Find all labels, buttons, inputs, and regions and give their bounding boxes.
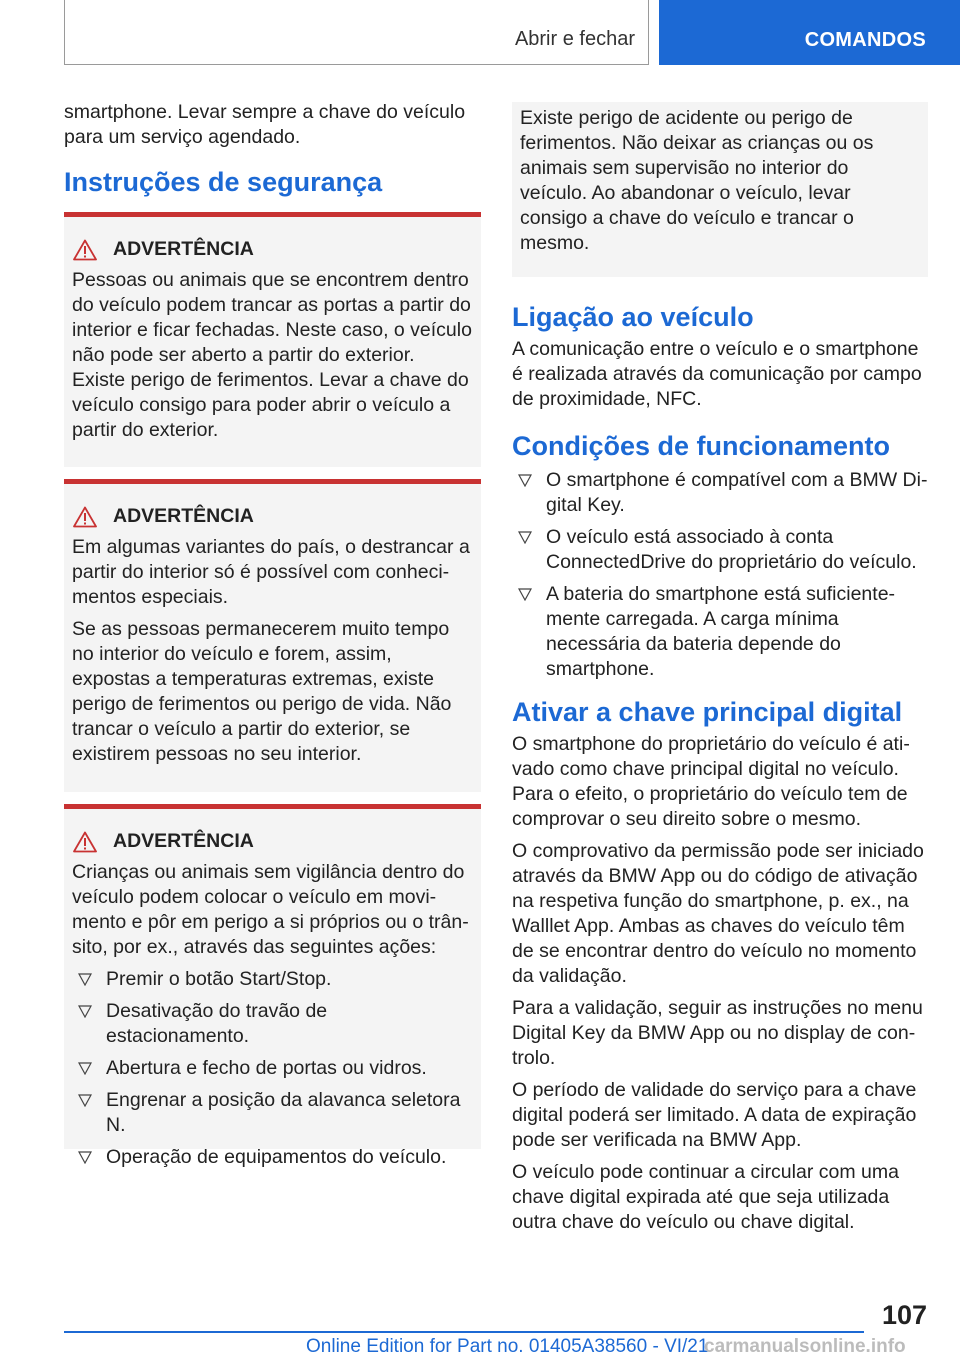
- triangle-bullet-icon: [78, 1151, 92, 1164]
- triangle-bullet-icon: [78, 1062, 92, 1075]
- list-item: Premir o botão Start/Stop.: [72, 967, 473, 992]
- warning-triangle-icon: [73, 239, 97, 261]
- warning-paragraph: Pessoas ou animais que se encontrem dentro do veículo podem trancar as portas a partir do interior e ficar fechadas. Neste caso, o veículo não pode ser aberto a partir do exterior. Existe perigo de ferimentos. Levar a chave do veículo consigo para poder abrir o veículo a partir do exterior.: [72, 269, 472, 441]
- warning-bullet-list: [72, 967, 473, 1170]
- list-item: Operação de equipamentos do veículo.: [72, 1145, 473, 1170]
- section-heading-connection: Ligação ao veículo: [512, 302, 754, 332]
- footer-edition: Online Edition for Part no. 01405A38560 - VI/21: [306, 1336, 709, 1357]
- warning-continuation-box: [512, 102, 928, 277]
- body-paragraph: O período de validade do serviço para a chave digital poderá ser limitado. A data de expiração pode ser verificada na BMW App.: [512, 1079, 917, 1151]
- body-paragraph: A comunicação entre o veículo e o smartphone é realizada através da comunicação por campo de proximidade, NFC.: [512, 338, 922, 410]
- list-item: Engrenar a posição da alavanca seletora N.: [72, 1088, 473, 1138]
- triangle-bullet-icon: [78, 1094, 92, 1107]
- header-chapter-tab: [659, 0, 960, 65]
- triangle-bullet-icon: [518, 588, 532, 601]
- warning-title-text: ADVERTÊNCIA: [113, 505, 254, 527]
- warning-paragraph: Crianças ou animais sem vigilância dentro do veículo podem colocar o veículo em movimento e pôr em perigo a si próprios ou o trânsito, por ex., através das seguintes ações:: [72, 861, 469, 958]
- section-heading-conditions: Condições de funcionamento: [512, 431, 891, 461]
- footer-rule: [64, 1331, 864, 1333]
- warning-triangle-icon: [73, 506, 97, 528]
- body-paragraph: O comprovativo da permissão pode ser iniciado através da BMW App ou do código de ativação na respetiva função do smartphone, p. ex., na Walllet App. Ambas as chaves do veículo têm de se encontrar dentro do veículo no momento da validação.: [512, 840, 924, 987]
- warning-box: [64, 212, 481, 467]
- header-section-title: Abrir e fechar: [514, 28, 635, 50]
- triangle-bullet-icon: [518, 531, 532, 544]
- header-chapter-title: COMANDOS: [804, 29, 926, 51]
- warning-triangle-icon: [73, 831, 97, 853]
- list-item: O smartphone é compatível com a BMW Digital Key.: [512, 468, 928, 518]
- triangle-bullet-icon: [518, 474, 532, 487]
- triangle-bullet-icon: [78, 1005, 92, 1018]
- warning-box: [64, 804, 481, 1168]
- section-heading-safety: Instruções de segurança: [64, 167, 383, 197]
- intro-paragraph: smartphone. Levar sempre a chave do veículo para um serviço agendado.: [64, 101, 466, 148]
- triangle-bullet-icon: [78, 973, 92, 986]
- list-item: Desativação do travão de estacionamento.: [72, 999, 473, 1049]
- warning-title: [72, 237, 473, 262]
- section-heading-digital-key: Ativar a chave principal digital: [512, 697, 903, 727]
- warning-paragraph: Existe perigo de acidente ou perigo de ferimentos. Não deixar as crianças ou os animais sem supervisão no interior do veículo. Ao abandonar o veículo, levar consigo a chave do veículo e trancar o mesmo.: [520, 107, 874, 254]
- list-item: O veículo está associado à conta ConnectedDrive do proprietário do veículo.: [512, 525, 928, 575]
- list-item: A bateria do smartphone está suficientemente carregada. A carga mínima necessária da bateria depende do smartphone.: [512, 582, 928, 682]
- conditions-bullet-list: [512, 468, 928, 682]
- warning-title: [72, 504, 473, 529]
- list-item: Abertura e fecho de portas ou vidros.: [72, 1056, 473, 1081]
- body-paragraph: Para a validação, seguir as instruções no menu Digital Key da BMW App ou no display de controlo.: [512, 997, 923, 1069]
- warning-title-text: ADVERTÊNCIA: [113, 830, 254, 852]
- left-column: [64, 100, 481, 1168]
- warning-title: [72, 829, 473, 854]
- right-column: [512, 102, 928, 1242]
- footer-watermark: carmanualsonline.info: [704, 1336, 906, 1357]
- warning-title-text: ADVERTÊNCIA: [113, 238, 254, 260]
- warning-paragraph: Se as pessoas permanecerem muito tempo no interior do veículo e forem, assim, expostas a temperaturas extremas, existe perigo de ferimentos ou perigo de vida. Não trancar o veículo a partir do exterior, se existirem pessoas no seu interior.: [72, 618, 452, 765]
- body-paragraph: O veículo pode continuar a circular com uma chave digital expirada até que seja utilizada outra chave do veículo ou chave digital.: [512, 1161, 899, 1233]
- body-paragraph: O smartphone do proprietário do veículo é ativado como chave principal digital no veículo. Para o efeito, o proprietário do veículo tem de comprovar o seu direito sobre o mesmo.: [512, 733, 910, 830]
- page-number: 107: [881, 1300, 927, 1330]
- warning-box: [64, 479, 481, 792]
- warning-paragraph: Em algumas variantes do país, o destrancar a partir do interior só é possível com conhecimentos especiais.: [72, 536, 470, 608]
